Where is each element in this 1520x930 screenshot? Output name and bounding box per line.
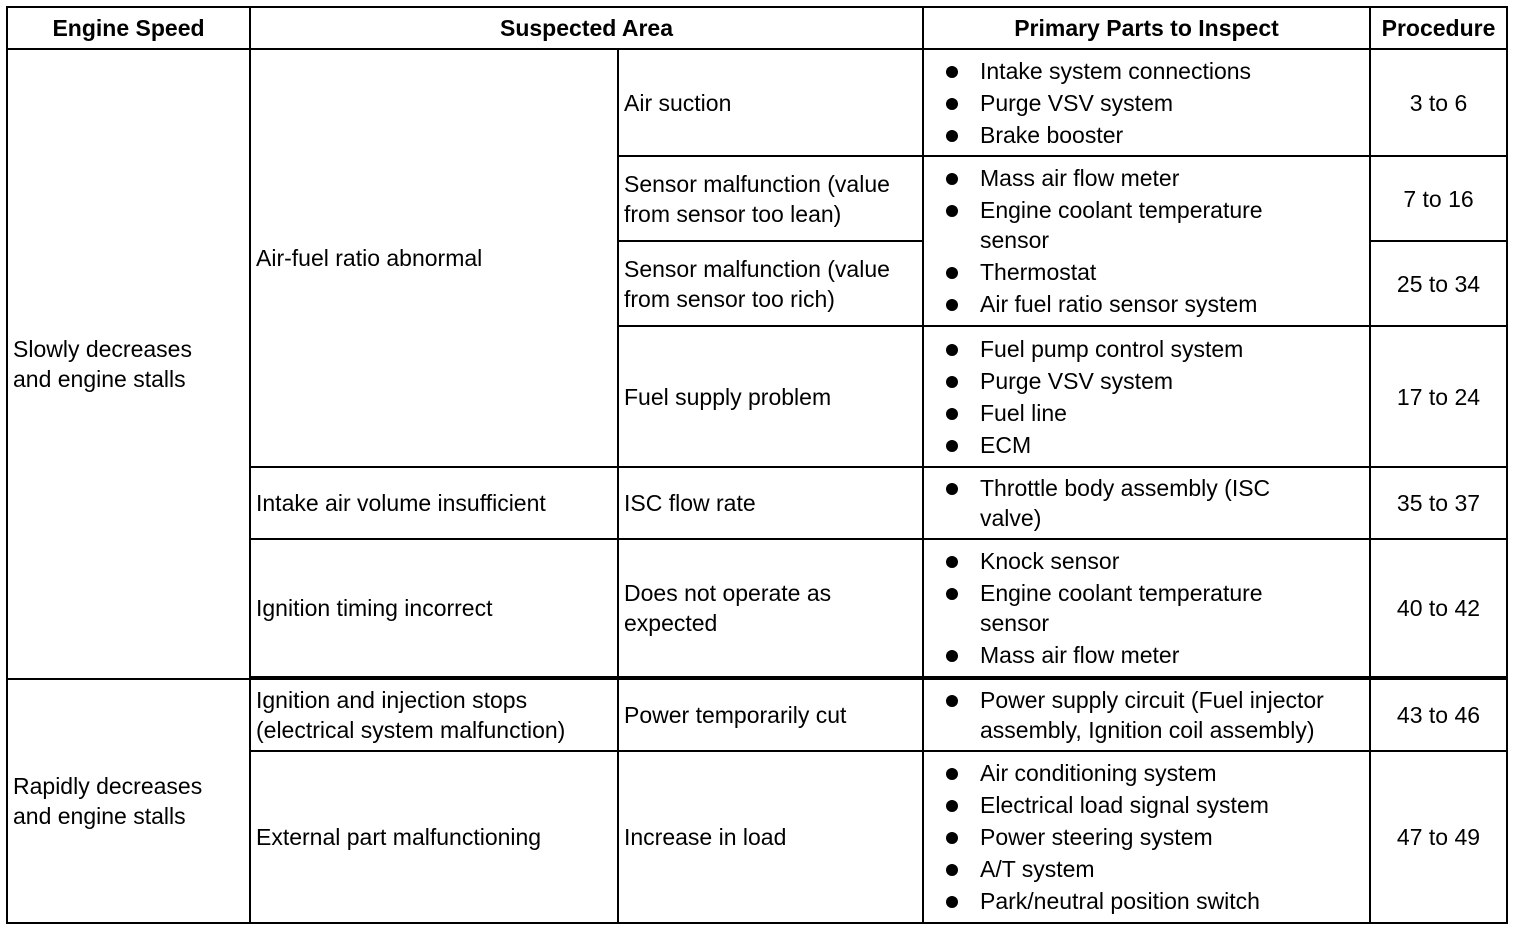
list-item: Knock sensor xyxy=(944,546,1363,576)
sub-area-sensor-rich xyxy=(618,241,923,326)
area-external-part-text: External part malfunctioning xyxy=(256,824,542,850)
header-suspected-area: Suspected Area xyxy=(250,7,923,49)
parts-not-operate xyxy=(923,539,1370,677)
area-air-fuel xyxy=(250,49,618,467)
area-external-part xyxy=(250,751,618,923)
parts-list xyxy=(944,473,1363,533)
procedure-sensor-lean: 7 to 16 xyxy=(1370,156,1507,241)
sub-area-sensor-lean-text: Sensor malfunction (value from sensor too lean) xyxy=(624,170,890,227)
procedure-fuel-supply: 17 to 24 xyxy=(1370,326,1507,467)
parts-list xyxy=(944,163,1363,319)
parts-load-increase xyxy=(923,751,1370,923)
list-item: Purge VSV system xyxy=(944,366,1363,396)
sub-area-power-cut-text: Power temporarily cut xyxy=(624,702,847,728)
area-intake-air xyxy=(250,467,618,539)
area-ign-inj-stops xyxy=(250,679,618,751)
procedure-air-suction: 3 to 6 xyxy=(1370,49,1507,156)
parts-sensor xyxy=(923,156,1370,326)
sub-area-air-suction xyxy=(618,49,923,156)
parts-list xyxy=(944,56,1363,150)
troubleshooting-table xyxy=(6,6,1508,924)
area-ignition-timing-text: Ignition timing incorrect xyxy=(256,595,493,621)
sub-area-power-cut xyxy=(618,679,923,751)
list-item: Air fuel ratio sensor system xyxy=(944,289,1363,319)
procedure-sensor-rich: 25 to 34 xyxy=(1370,241,1507,326)
engine-speed-slow xyxy=(7,49,250,679)
engine-speed-slow-text: Slowly decreases and engine stalls xyxy=(13,336,192,392)
list-item: Purge VSV system xyxy=(944,88,1363,118)
list-item: ECM xyxy=(944,430,1363,460)
sub-area-not-operate xyxy=(618,539,923,677)
list-item: A/T system xyxy=(944,854,1363,884)
procedure-isc-flow: 35 to 37 xyxy=(1370,467,1507,539)
sub-area-isc-flow-text: ISC flow rate xyxy=(624,490,756,516)
procedure-load-increase: 47 to 49 xyxy=(1370,751,1507,923)
sub-area-air-suction-text: Air suction xyxy=(624,89,732,116)
sub-area-isc-flow xyxy=(618,467,923,539)
engine-speed-rapid xyxy=(7,679,250,923)
list-item: Electrical load signal system xyxy=(944,790,1363,820)
procedure-not-operate: 40 to 42 xyxy=(1370,539,1507,677)
list-item: Mass air flow meter xyxy=(944,640,1363,670)
list-item: Park/neutral position switch xyxy=(944,886,1363,916)
parts-list xyxy=(944,758,1363,916)
list-item: Thermostat xyxy=(944,257,1363,287)
parts-list xyxy=(944,546,1363,670)
sub-area-sensor-lean xyxy=(618,156,923,241)
sub-area-fuel-supply xyxy=(618,326,923,467)
list-item: Engine coolant temperature sensor xyxy=(944,578,1363,638)
sub-area-load-increase-text: Increase in load xyxy=(624,824,787,850)
header-primary-parts: Primary Parts to Inspect xyxy=(923,7,1370,49)
list-item: Mass air flow meter xyxy=(944,163,1363,193)
table-row xyxy=(7,49,1507,156)
sub-area-load-increase xyxy=(618,751,923,923)
parts-isc-flow xyxy=(923,467,1370,539)
area-ign-inj-stops-text: Ignition and injection stops (electrical system malfunction) xyxy=(256,687,566,743)
sub-area-fuel-supply-text: Fuel supply problem xyxy=(624,383,832,410)
list-item: Throttle body assembly (ISC valve) xyxy=(944,473,1363,533)
list-item: Intake system connections xyxy=(944,56,1363,86)
engine-speed-rapid-text: Rapidly decreases and engine stalls xyxy=(13,773,203,829)
procedure-power-cut: 43 to 46 xyxy=(1370,679,1507,751)
header-engine-speed: Engine Speed xyxy=(7,7,250,49)
parts-fuel-supply xyxy=(923,326,1370,467)
parts-air-suction xyxy=(923,49,1370,156)
list-item: Brake booster xyxy=(944,120,1363,150)
sub-area-not-operate-text: Does not operate as expected xyxy=(624,580,832,636)
area-air-fuel-text: Air-fuel ratio abnormal xyxy=(256,245,483,271)
parts-power-cut xyxy=(923,679,1370,751)
list-item: Power steering system xyxy=(944,822,1363,852)
list-item: Fuel pump control system xyxy=(944,334,1363,364)
list-item: Air conditioning system xyxy=(944,758,1363,788)
sub-area-sensor-rich-text: Sensor malfunction (value from sensor too rich) xyxy=(624,255,890,312)
parts-list xyxy=(944,685,1363,745)
table-row xyxy=(7,679,1507,751)
header-row xyxy=(7,7,1507,49)
area-ignition-timing xyxy=(250,539,618,677)
list-item: Engine coolant temperature sensor xyxy=(944,195,1363,255)
area-intake-air-text: Intake air volume insufficient xyxy=(256,490,546,516)
parts-list xyxy=(944,334,1363,460)
list-item: Fuel line xyxy=(944,398,1363,428)
list-item: Power supply circuit (Fuel injector assembly, Ignition coil assembly) xyxy=(944,685,1363,745)
header-procedure: Procedure xyxy=(1370,7,1507,49)
